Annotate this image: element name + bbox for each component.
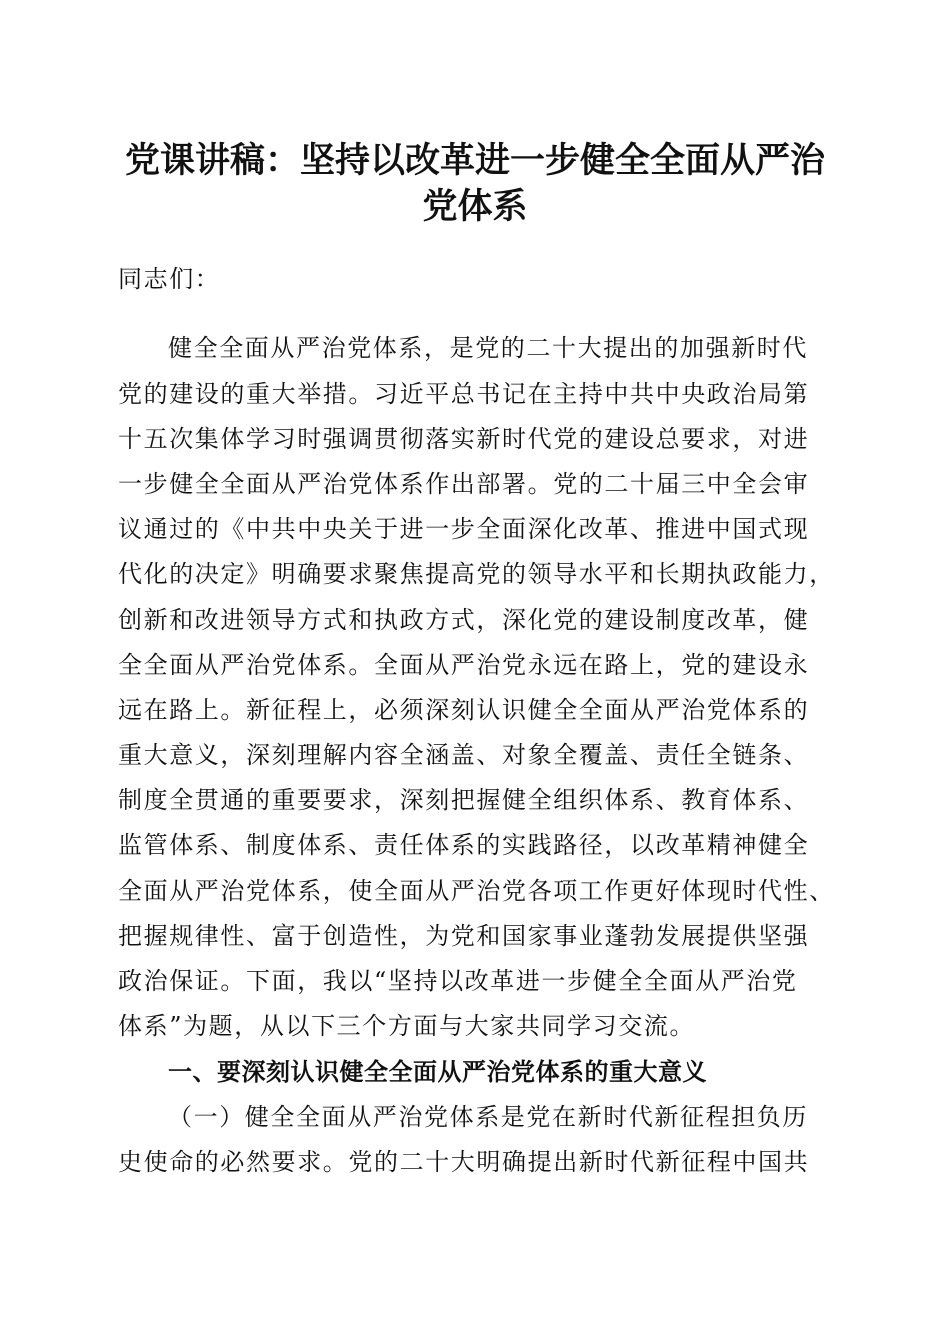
paragraph-1-line: 全面从严治党体系，使全面从严治党各项工作更好体现时代性、 <box>118 877 835 905</box>
paragraph-1-line: 制度全贯通的重要要求，深刻把握健全组织体系、教育体系、 <box>118 786 810 814</box>
section-heading-1: 一、要深刻认识健全全面从严治党体系的重大意义 <box>168 1058 707 1086</box>
paragraph-1-line: 代化的决定》明确要求聚焦提高党的领导水平和长期执政能力， <box>118 560 835 588</box>
paragraph-1-line: 全全面从严治党体系。全面从严治党永远在路上，党的建设永 <box>118 651 810 679</box>
paragraph-1-line: 重大意义，深刻理解内容全涵盖、对象全覆盖、责任全链条、 <box>118 741 810 769</box>
paragraph-1-line: 创新和改进领导方式和执政方式，深化党的建设制度改革，健 <box>118 606 810 634</box>
paragraph-1-line: 政治保证。下面，我以“坚持以改革进一步健全全面从严治党 <box>118 967 798 995</box>
paragraph-1-line: 监管体系、制度体系、责任体系的实践路径，以改革精神健全 <box>118 831 810 859</box>
paragraph-1-line: 远在路上。新征程上，必须深刻认识健全全面从严治党体系的 <box>118 696 810 724</box>
paragraph-1-line: 一步健全全面从严治党体系作出部署。党的二十届三中全会审 <box>118 470 810 498</box>
document-title-line-1: 党课讲稿：坚持以改革进一步健全全面从严治 <box>124 140 825 181</box>
paragraph-1-line: 健全全面从严治党体系，是党的二十大提出的加强新时代 <box>168 334 808 362</box>
salutation: 同志们： <box>118 265 221 293</box>
paragraph-2-line: （一）健全全面从严治党体系是党在新时代新征程担负历 <box>168 1103 808 1131</box>
paragraph-1-line: 党的建设的重大举措。习近平总书记在主持中共中央政治局第 <box>118 380 810 408</box>
paragraph-1-line: 体系”为题，从以下三个方面与大家共同学习交流。 <box>118 1012 696 1040</box>
paragraph-1-line: 十五次集体学习时强调贯彻落实新时代党的建设总要求，对进 <box>118 425 810 453</box>
paragraph-1-line: 议通过的《中共中央关于进一步全面深化改革、推进中国式现 <box>118 515 810 543</box>
paragraph-2-line: 史使命的必然要求。党的二十大明确提出新时代新征程中国共 <box>118 1148 810 1176</box>
paragraph-1-line: 把握规律性、富于创造性，为党和国家事业蓬勃发展提供坚强 <box>118 922 810 950</box>
document-title-line-2: 党体系 <box>422 186 528 227</box>
